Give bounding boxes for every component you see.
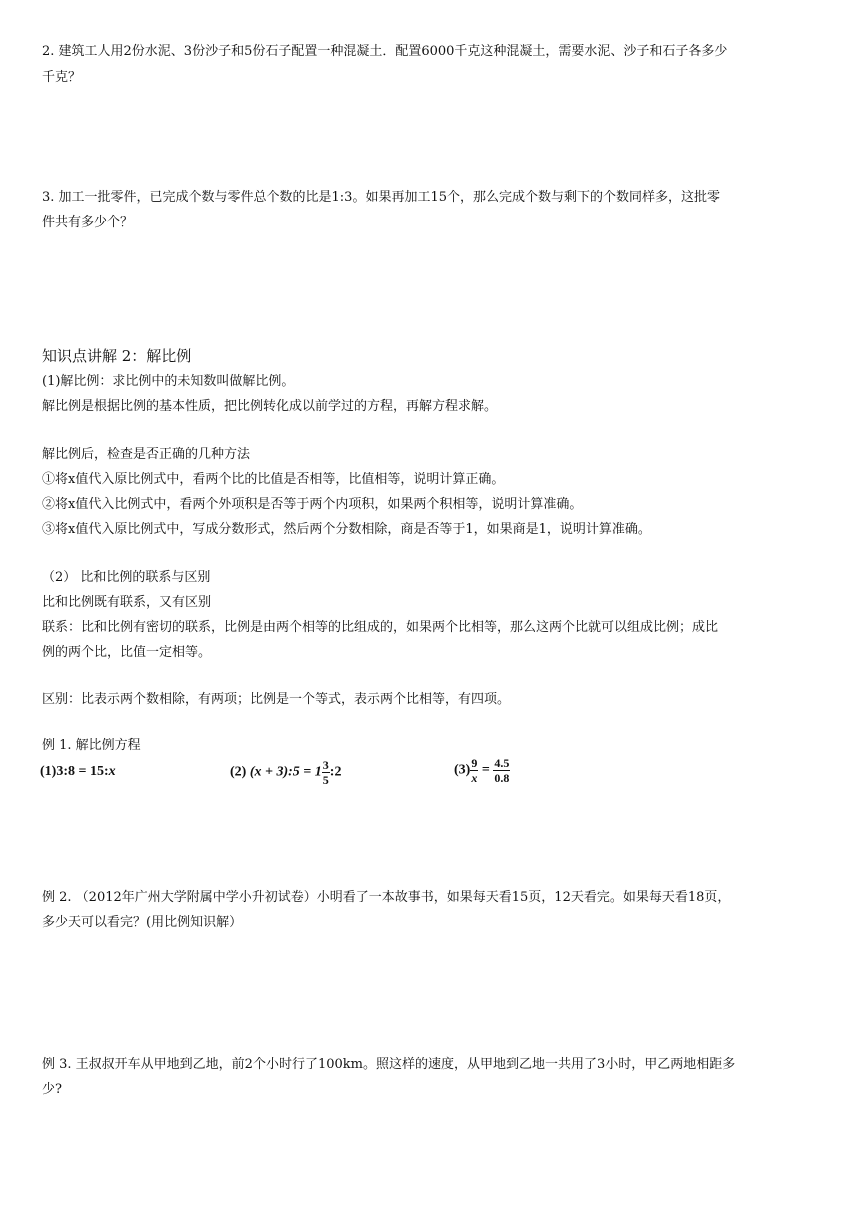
equation-3-left-num: 9 (471, 756, 478, 770)
question-3-line-2: 件共有多少个？ (42, 215, 134, 230)
equation-2-frac-den: 5 (322, 773, 329, 787)
example-3-line-2: 少? (42, 1082, 62, 1097)
question-3-line-1: 3. 加工一批零件，已完成个数与零件总个数的比是1:3。如果再加工15个，那么完成个数与剩下的个数同样多，这批零 (42, 190, 721, 205)
example-3-line-1: 例 3. 王叔叔开车从甲地到乙地，前2个小时行了100km。照这样的速度，从甲地到乙地一共用了3小时，甲乙两地相距多 (42, 1057, 736, 1072)
check-method-3: ③将x值代入原比例式中，写成分数形式，然后两个分数相除，商是否等于1，如果商是1，说明计算准确。 (42, 522, 651, 537)
section-title: 知识点讲解 2：解比例 (42, 347, 192, 365)
example-2-line-2: 多少天可以看完？(用比例知识解） (42, 915, 243, 930)
equation-2-lhs: (x + 3):5 = 1 (249, 764, 322, 780)
question-2-line-2: 千克？ (42, 70, 82, 85)
equation-1 (40, 764, 116, 780)
equation-1-label: (1) (40, 764, 57, 779)
equation-2 (230, 758, 341, 787)
example-2-line-1: 例 2. （2012年广州大学附属中学小升初试卷）小明看了一本故事书，如果每天看15页，12天看完。如果每天看18页， (42, 890, 731, 905)
check-method-2: ②将x值代入比例式中，看两个外项积是否等于两个内项积，如果两个积相等，说明计算准确。 (42, 497, 583, 512)
subsection-2-title: （2） 比和比例的联系与区别 (42, 570, 211, 585)
subsection-2-line: 比和比例既有联系，又有区别 (42, 595, 212, 610)
equation-2-fraction (322, 758, 330, 787)
check-title: 解比例后，检查是否正确的几种方法 (42, 447, 251, 462)
check-method-1: ①将x值代入原比例式中，看两个比的比值是否相等，比值相等，说明计算正确。 (42, 472, 505, 487)
difference-text: 区别：比表示两个数相除，有两项；比例是一个等式，表示两个比相等，有四项。 (42, 692, 511, 707)
equation-1-text: 3:8 = 15: (56, 764, 109, 779)
equation-1-variable: x (108, 764, 116, 779)
equation-2-label: (2) (230, 764, 247, 780)
equation-3: (3) $\frac{9}{x}$ = $\frac{4.5}{0.8}$ (454, 756, 510, 785)
equation-3-left-den: x (471, 771, 478, 785)
method-text: 解比例是根据比例的基本性质，把比例转化成以前学过的方程，再解方程求解。 (42, 399, 498, 414)
equation-2-rhs: :2 (329, 764, 342, 780)
equation-3-right-num: 4.5 (494, 756, 510, 770)
relation-line-2: 例的两个比，比值一定相等。 (42, 645, 212, 660)
equation-2-frac-num: 3 (322, 758, 329, 772)
question-2-line-1: 2. 建筑工人用2份水泥、3份沙子和5份石子配置一种混凝土．配置6000千克这种混凝土，需要水泥、沙子和石子各多少 (42, 44, 728, 59)
definition-text: (1)解比例：求比例中的未知数叫做解比例。 (42, 374, 295, 389)
relation-line-1: 联系：比和比例有密切的联系，比例是由两个相等的比组成的，如果两个比相等，那么这两个比就可以组成比例；成比 (42, 620, 719, 635)
equation-3-right-den: 0.8 (494, 771, 510, 785)
example-1-title: 例 1. 解比例方程 (42, 738, 141, 753)
equation-3-label: (3) (454, 762, 471, 778)
equation-3-right-fraction (493, 756, 510, 785)
